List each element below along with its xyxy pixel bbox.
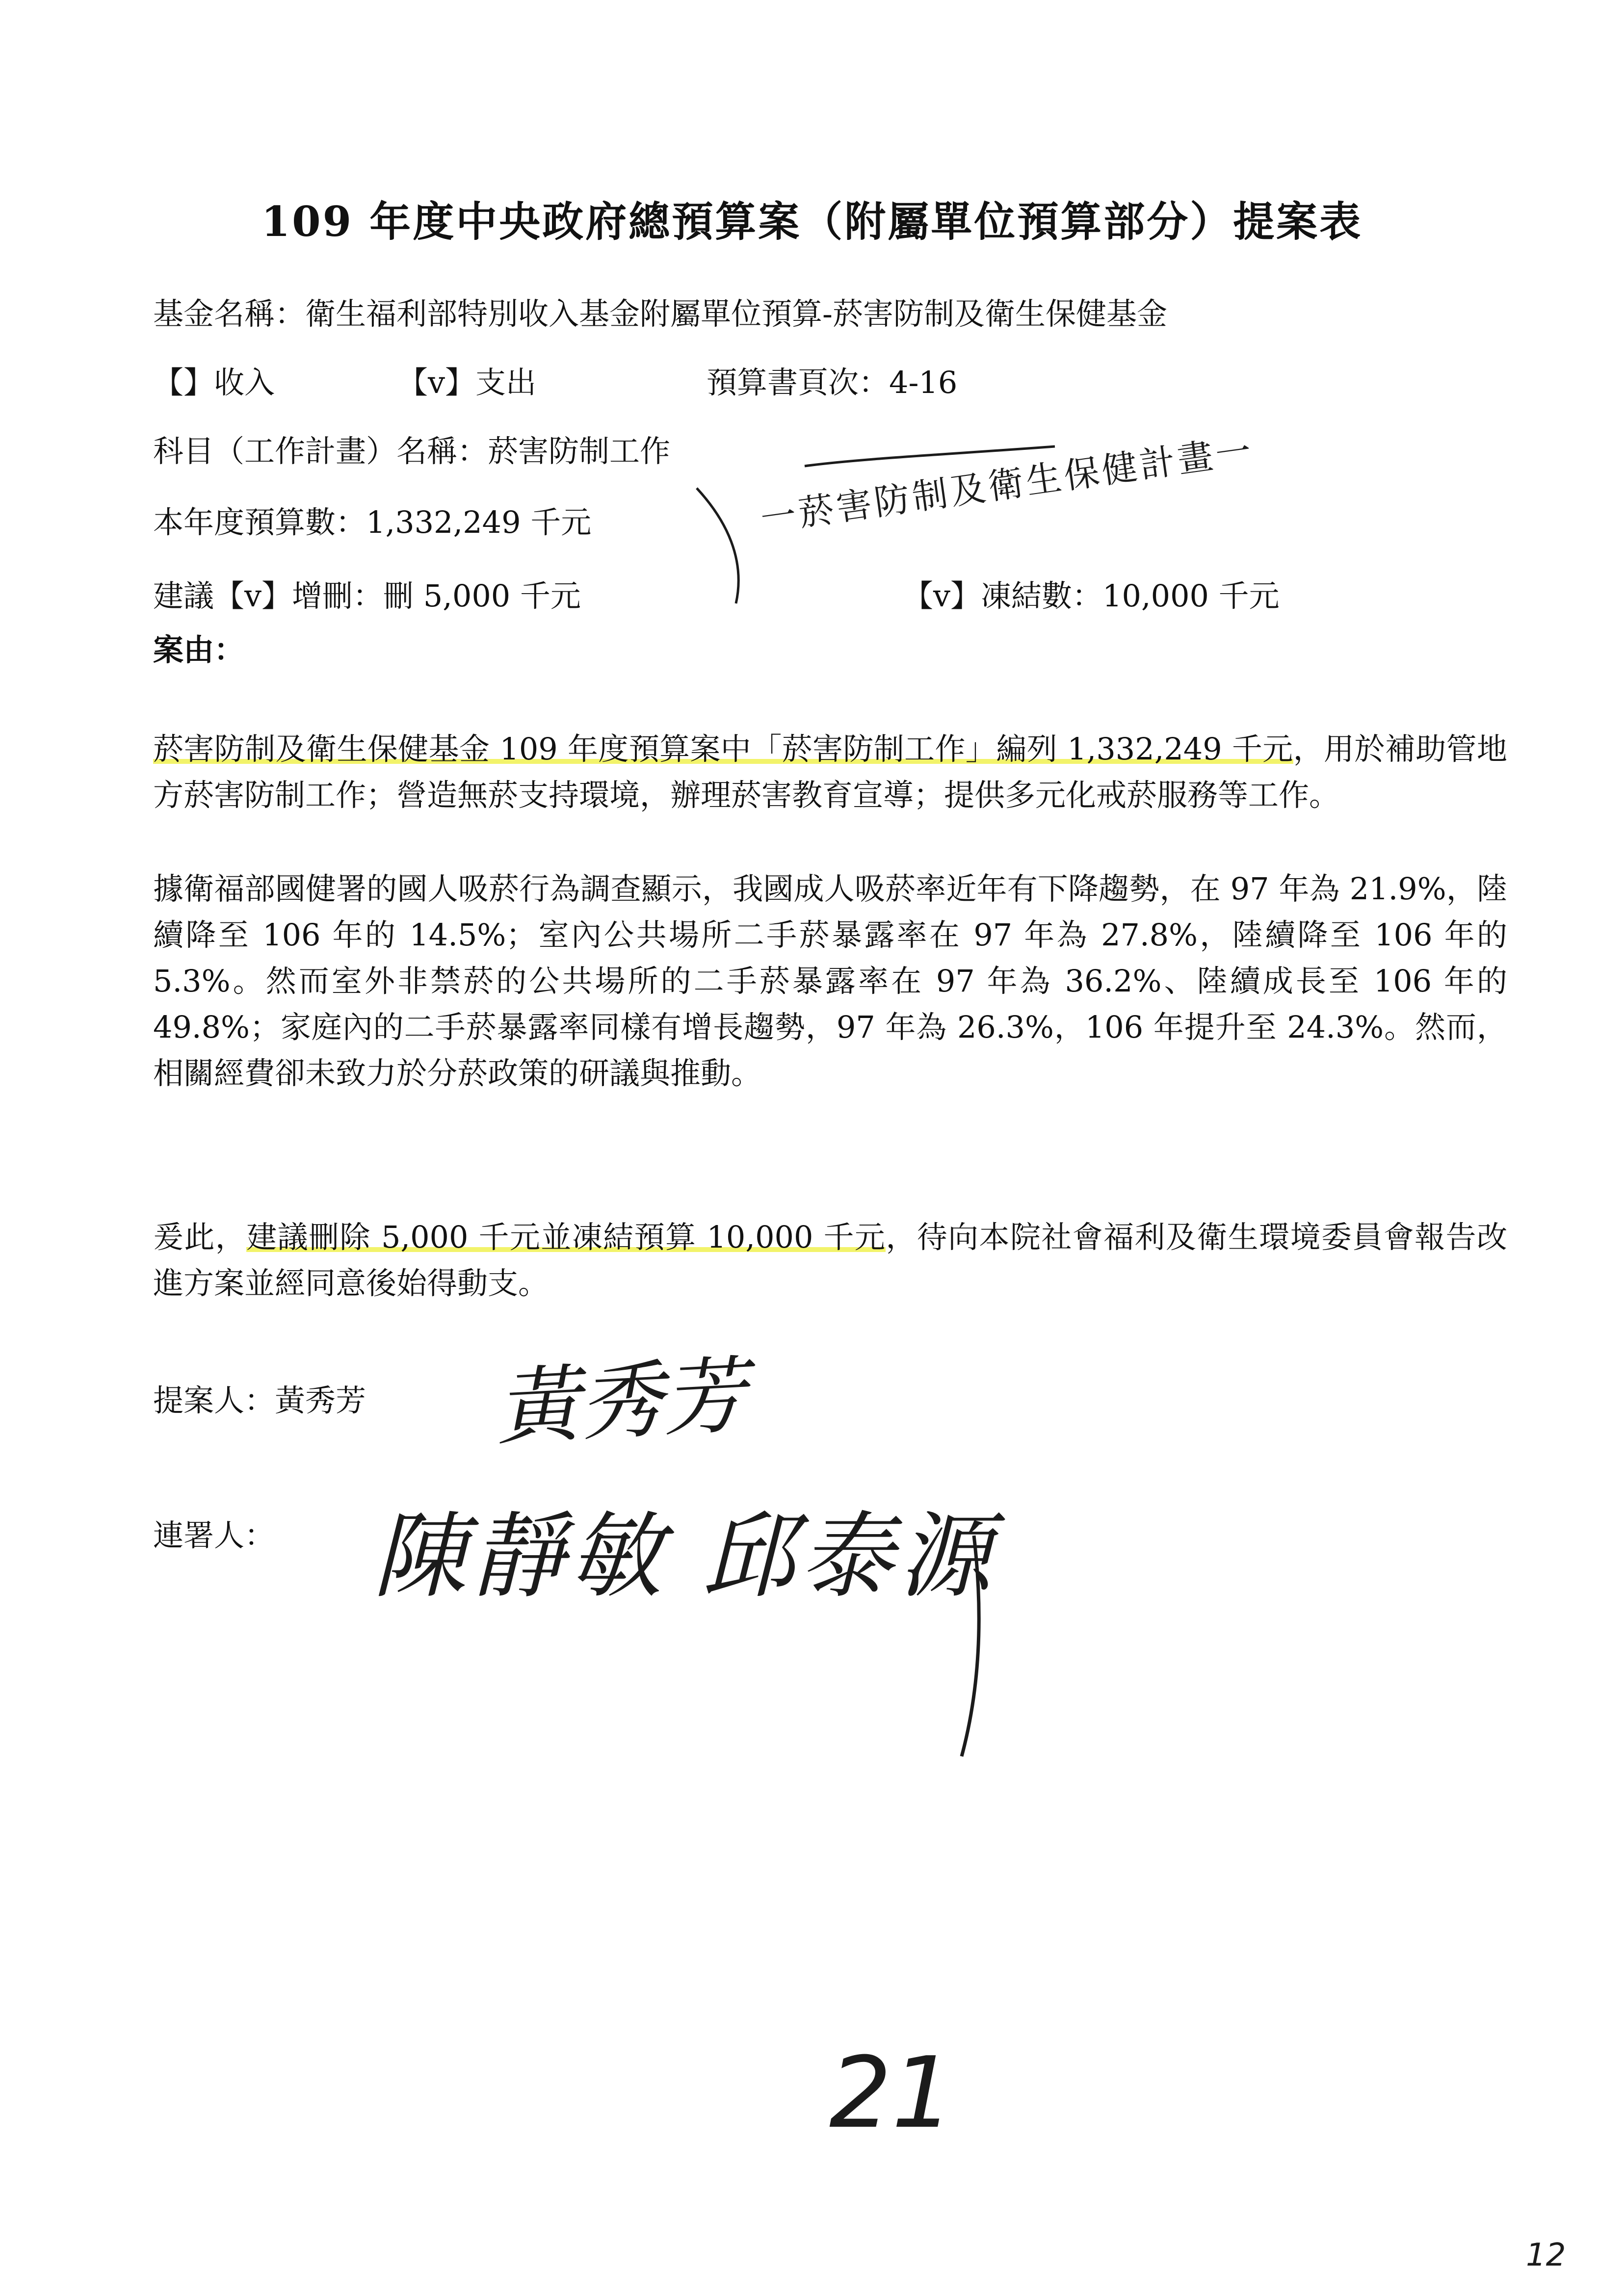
cosigner-signatures: 陳靜敏 邱泰源 (373, 1502, 996, 1611)
highlighted-text: 菸害防制及衛生保健基金 109 年度預算案中「菸害防制工作」編列 1,332,249 千元 (153, 731, 1293, 767)
proposer-label: 提案人：黃秀芳 (153, 1383, 367, 1418)
reason-paragraph-2: 據衛福部國健署的國人吸菸行為調查顯示，我國成人吸菸率近年有下降趨勢，在 97 年為 21.9%，陸續降至 106 年的 14.5%；室內公共場所二手菸暴露率在 97 年為 27.8%，陸續降至 106 年的 5.3%。然而室外非禁菸的公共場所的二手菸暴露率在 97 年為 36.2%、陸續成長至 106 年的 49.8%；家庭內的二手菸暴露率同樣有增長趨勢，97 年為 26.3%，106 年提升至 24.3%。然而，相關經費卻未致力於分菸政策的研議與推動。 (153, 871, 1507, 1091)
paragraph-text: ，用於補助管地方菸害防制工作；營造無菸支持環境，辦理菸害教育宣導；提供多元化戒菸服務等工作。 (153, 731, 1507, 813)
subject-name: 科目（工作計畫）名稱：菸害防制工作 (153, 433, 671, 469)
paragraph-text: ，待向本院社會福利及衛生環境委員會報告改進方案並經同意後始得動支。 (153, 1219, 1507, 1301)
highlighted-text: 建議刪除 5,000 千元並凍結預算 10,000 千元 (246, 1219, 886, 1255)
budget-page-reference: 預算書頁次：4-16 (707, 365, 958, 400)
page-title: 109 年度中央政府總預算案（附屬單位預算部分）提案表 (261, 197, 1363, 246)
handwritten-page-number: 21 (829, 2036, 954, 2150)
type-expense-checkbox: 【v】支出 (397, 365, 537, 400)
correction-bracket-stroke (697, 488, 738, 603)
type-income-checkbox: 【】收入 (153, 365, 275, 400)
paragraph-text-lead: 爰此， (153, 1219, 247, 1255)
suggest-freeze: 【v】凍結數：10,000 千元 (903, 578, 1280, 614)
reason-label: 案由： (153, 632, 245, 668)
fund-name: 基金名稱：衛生福利部特別收入基金附屬單位預算-菸害防制及衛生保健基金 (153, 296, 1167, 332)
suggest-cut: 建議【v】增刪：刪 5,000 千元 (153, 578, 581, 614)
cosigner-label: 連署人： (153, 1517, 275, 1553)
handwritten-subject-correction: 一菸害防制及衛生保健計畫一 (758, 429, 1257, 540)
budget-amount: 本年度預算數：1,332,249 千元 (153, 504, 592, 540)
proposer-signature: 黃秀芳 (493, 1347, 749, 1458)
reason-paragraph-3 (153, 1214, 1507, 1306)
reason-paragraph-1 (153, 726, 1507, 818)
corner-page-number: 12 (1526, 2237, 1566, 2273)
